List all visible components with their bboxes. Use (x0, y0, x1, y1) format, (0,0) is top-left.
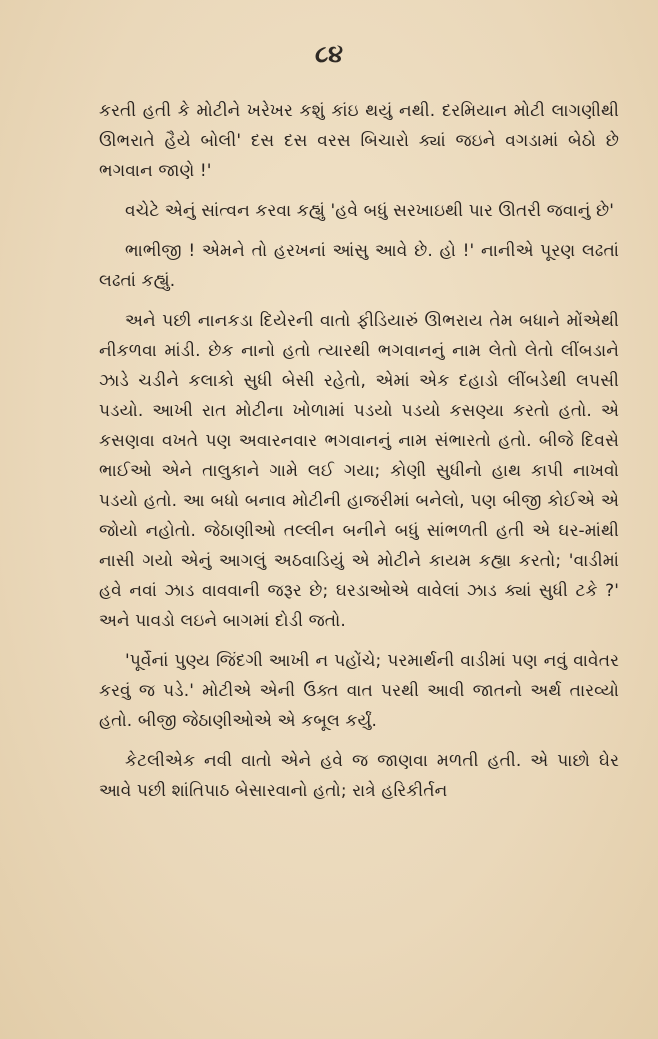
paragraph-5: 'પૂર્વેનાં પુણ્ય જિંદગી આખી ન પહોંચે; પરમાર્થની વાડીમાં પણ નવું વાવેતર કરવું જ પડે.' મોટીએ એની ઉક્ત વાત પરથી આવી જાતનો અર્થ તારવ્યો હતો. બીજી જેઠાણીઓએ એ કબૂલ કર્યું. (99, 651, 619, 731)
paragraph-6: કેટલીએક નવી વાતો એને હવે જ જાણવા મળતી હતી. એ પાછો ઘેર આવે પછી શાંતિપાઠ બેસારવાનો હતો; રાત્રે હરિકીર્તન (99, 751, 619, 801)
paragraph-1: કરતી હતી કે મોટીને ખરેખર કશું કાંઇ થયું નથી. દરમિયાન મોટી લાગણીથી ઊભરાતે હૈયે બોલી' દસ દસ વરસ બિચારો ક્યાં જઇને વગડામાં બેઠો છે ભગવાન જાણે !' (99, 101, 619, 181)
paragraph-2: વચેટે એનું સાંત્વન કરવા કહ્યું 'હવે બધું સરખાઇથી પાર ઊતરી જવાનું છે' (125, 201, 615, 221)
body-text (99, 96, 619, 816)
page-number: ૮૪ (314, 40, 344, 68)
paragraph-3: ભાભીજી ! એમને તો હરખનાં આંસુ આવે છે. હો !' નાનીએ પૂરણ લઢતાં લઢતાં કહ્યું. (99, 241, 619, 291)
paragraph-4: અને પછી નાનકડા દિયેરની વાતો ફીડિયારું ઊભરાય તેમ બધાને મોંએથી નીકળવા માંડી. છેક નાનો હતો ત્યારથી ભગવાનનું નામ લેતો લેતો લીંબડાને ઝાડે ચડીને કલાકો સુધી બેસી રહેતો, એમાં એક દહાડો લીંબડેથી લપસી પડયો. આખી રાત મોટીના ખોળામાં પડયો પડયો કસણ્યા કરતો હતો. એ કસણવા વખતે પણ અવારનવાર ભગવાનનું નામ સંભારતો હતો. બીજે દિવસે ભાઈઓ એને તાલુકાને ગામે લઈ ગયા; કોણી સુધીનો હાથ કાપી નાખવો પડયો હતો. આ બધો બનાવ મોટીની હાજરીમાં બનેલો, પણ બીજી કોઈએ એ જોયો નહોતો. જેઠાણીઓ તલ્લીન બનીને બધું સાંભળતી હતી એ ઘર-માંથી નાસી ગયો એનું આગલું અઠવાડિયું એ મોટીને કાયમ કહ્યા કરતો; 'વાડીમાં હવે નવાં ઝાડ વાવવાની જરૂર છે; ઘરડાઓએ વાવેલાં ઝાડ ક્યાં સુધી ટકે ?' અને પાવડો લઇને બાગમાં દોડી જતો. (99, 311, 619, 631)
